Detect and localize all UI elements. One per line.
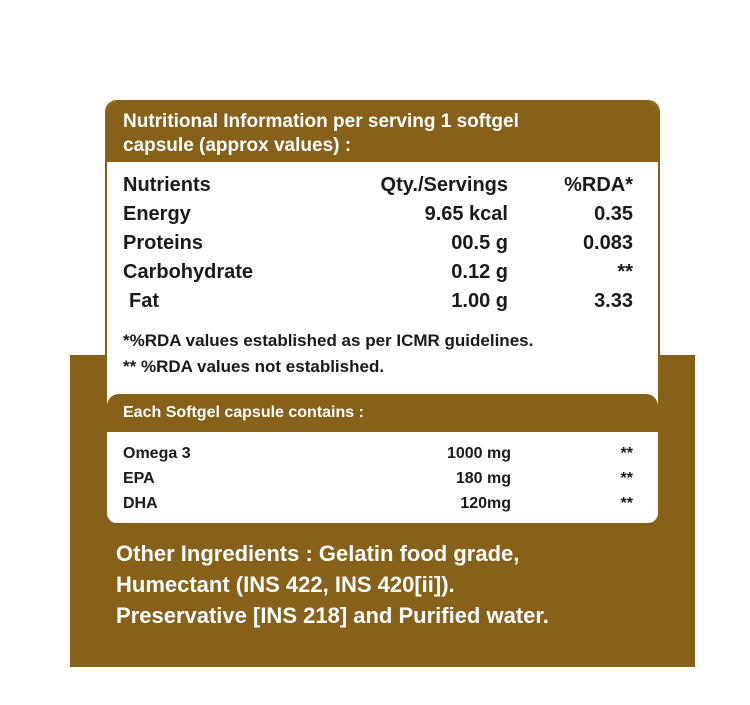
- ingredient-rda: **: [620, 470, 633, 487]
- capsule-table: [123, 445, 633, 520]
- nutrient-qty: 9.65 kcal: [424, 203, 508, 225]
- nutrient-qty: 1.00 g: [451, 290, 508, 312]
- other-ingredients-line-2: Humectant (INS 422, INS 420[ii]).: [116, 572, 455, 597]
- nutrient-name: Carbohydrate: [123, 261, 254, 283]
- rda-notes: [123, 328, 653, 380]
- nutrient-name: Proteins: [123, 232, 204, 254]
- nutrient-name: Fat: [129, 290, 159, 312]
- table-row: [123, 232, 633, 261]
- ingredient-name: Omega 3: [123, 445, 191, 462]
- capsule-header: Each Softgel capsule contains :: [107, 394, 658, 432]
- header-line-1: Nutritional Information per serving 1 softgel: [123, 111, 519, 132]
- ingredient-qty: 180 mg: [455, 470, 511, 487]
- column-header-nutrients: Nutrients: [123, 174, 211, 196]
- other-ingredients-line-3: Preservative [INS 218] and Purified water.: [116, 603, 549, 628]
- other-ingredients: [116, 538, 691, 631]
- nutrient-name: Energy: [123, 203, 191, 225]
- ingredient-name: EPA: [123, 470, 155, 487]
- table-row: [123, 470, 633, 495]
- column-header-qty: Qty./Servings: [380, 174, 508, 196]
- table-row: [123, 203, 633, 232]
- nutrient-qty: 0.12 g: [451, 261, 508, 283]
- nutrient-rda: 0.35: [594, 203, 633, 225]
- rda-note-1: *%RDA values established as per ICMR guidelines.: [123, 331, 534, 350]
- ingredient-rda: **: [620, 445, 633, 462]
- column-header-rda: %RDA*: [564, 174, 633, 196]
- table-row: [123, 261, 633, 290]
- table-row: [123, 445, 633, 470]
- table-row: [123, 290, 633, 319]
- nutrient-rda: 3.33: [594, 290, 633, 312]
- ingredient-qty: 1000 mg: [446, 445, 511, 462]
- ingredient-rda: **: [620, 495, 633, 512]
- other-ingredients-line-1: Other Ingredients : Gelatin food grade,: [116, 541, 520, 566]
- nutrient-rda: **: [617, 261, 633, 283]
- nutrition-header: [107, 102, 658, 162]
- table-header-row: [123, 174, 633, 203]
- table-row: [123, 495, 633, 520]
- nutrient-qty: 00.5 g: [451, 232, 508, 254]
- header-line-2: capsule (approx values) :: [123, 135, 352, 156]
- rda-note-2: ** %RDA values not established.: [123, 357, 385, 376]
- nutrition-table: [123, 174, 633, 319]
- ingredient-qty: 120mg: [460, 495, 511, 512]
- ingredient-name: DHA: [123, 495, 158, 512]
- nutrient-rda: 0.083: [582, 232, 633, 254]
- nutrition-label-card: [105, 100, 660, 525]
